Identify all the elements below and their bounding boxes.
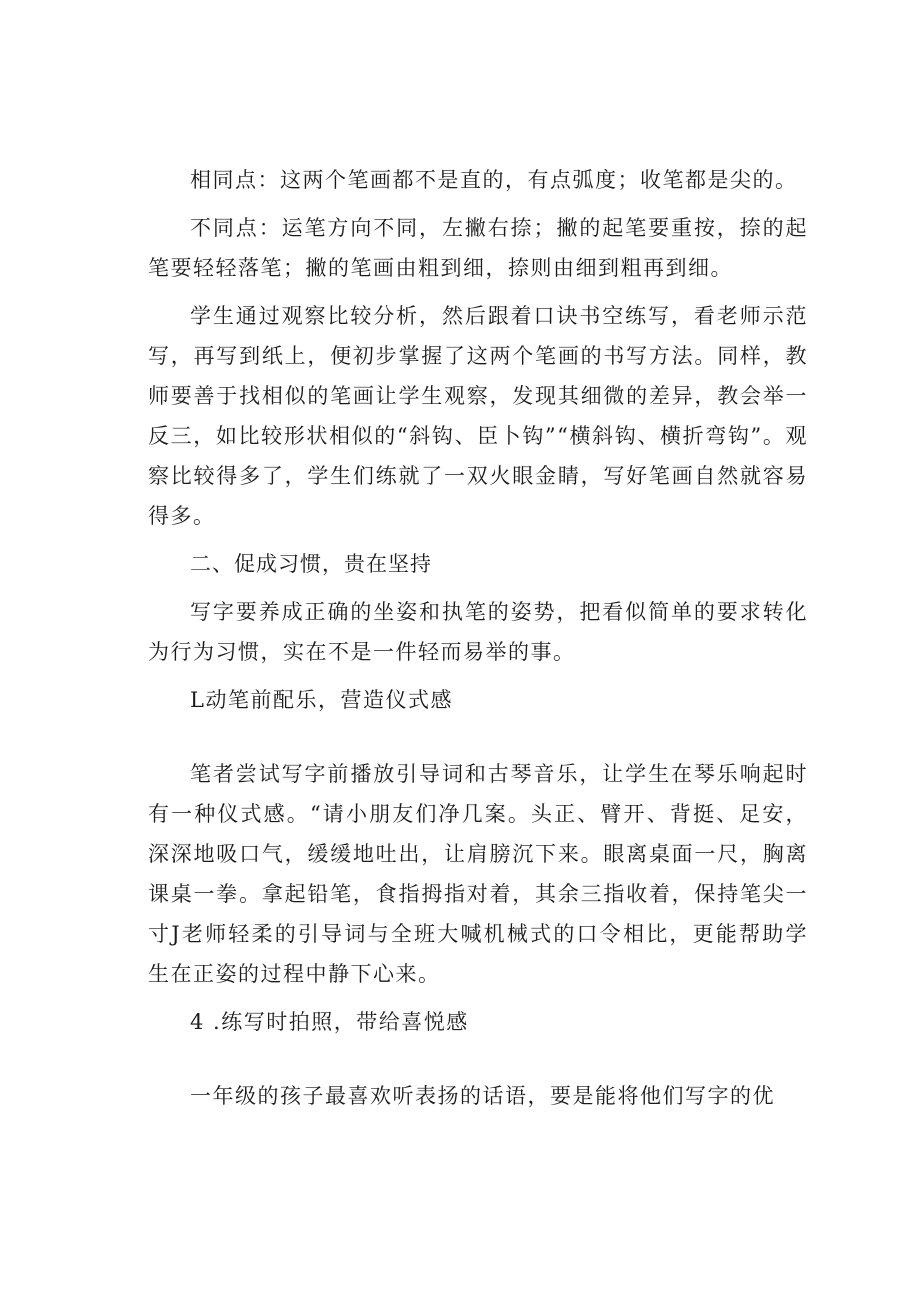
paragraph-observation: 学生通过观察比较分析，然后跟着口诀书空练写，看老师示范写，再写到纸上，便初步掌握了这两个笔画的书写方法。同样，教师要善于找相似的笔画让学生观察，发现其细微的差异，教会举一反三，如比较形状相似的“斜钩、臣卜钩”“横斜钩、横折弯钩”。观察比较得多了，学生们练就了一双火眼金睛，写好笔画自然就容易得多。 [148, 304, 808, 528]
paragraph-praise: 一年级的孩子最喜欢听表扬的话语，要是能将他们写字的优 [190, 1084, 775, 1108]
document-body [148, 160, 808, 1124]
subheading-photo: 4 .练写时拍照，带给喜悦感 [190, 1010, 469, 1034]
subheading-music: L动笔前配乐，营造仪式感 [190, 688, 453, 712]
paragraph-posture: 写字要养成正确的坐姿和执笔的姿势，把看似简单的要求转化为行为习惯，实在不是一件轻而易举的事。 [148, 600, 808, 664]
section-heading-habits: 二、促成习惯，贵在坚持 [190, 552, 432, 576]
paragraph-differences: 不同点：运笔方向不同，左撇右捺；撇的起笔要重按，捺的起笔要轻轻落笔；撇的笔画由粗到细，捺则由细到粗再到细。 [148, 216, 808, 280]
paragraph-similarities: 相同点：这两个笔画都不是直的，有点弧度；收笔都是尖的。 [190, 168, 798, 192]
paragraph-ritual: 笔者尝试写字前播放引导词和古琴音乐，让学生在琴乐响起时有一种仪式感。“请小朋友们净几案。头正、臂开、背挺、足安，深深地吸口气，缓缓地吐出，让肩膀沉下来。眼离桌面一尺，胸离课桌一拳。拿起铅笔，食指拇指对着，其余三指收着，保持笔尖一寸J老师轻柔的引导词与全班大喊机械式的口令相比，更能帮助学生在正姿的过程中静下心来。 [148, 762, 808, 986]
